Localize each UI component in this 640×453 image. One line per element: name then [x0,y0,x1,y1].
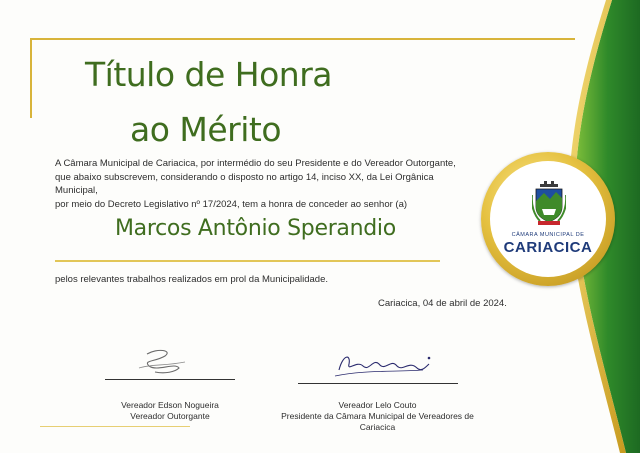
coat-of-arms-icon [532,181,566,227]
chamber-emblem [481,152,615,286]
signature-1-line [105,379,235,380]
honoree-underline [55,260,440,262]
frame-left-line [30,38,32,118]
frame-top-line [30,38,575,40]
certificate-body [55,157,475,211]
body-line-3: por meio do Decreto Legislativo nº 17/2024, tem a honra de conceder ao senhor (a) [55,198,408,210]
honoree-name: Marcos Antônio Sperandio [115,216,396,241]
signature-1-scribble [135,348,190,378]
emblem-inner [490,161,606,277]
signature-2-caption [270,400,485,433]
signer-1-role: Vereador Outorgante [130,411,210,421]
certificate-title-line2: ao Mérito [130,110,282,149]
honor-reason: pelos relevantes trabalhos realizados em prol da Municipalidade. [55,274,329,285]
signer-2-role-cont: Cariacica [359,422,396,432]
signature-2-scribble [333,350,433,382]
emblem-big-text: CARIACICA [503,239,593,256]
place-date: Cariacica, 04 de abril de 2024. [378,298,507,309]
body-line-1: A Câmara Municipal de Cariacica, por intermédio do seu Presidente e do Vereador Outorgante, [55,158,456,169]
signer-2-name: Vereador Lelo Couto [338,400,417,410]
certificate-title-line1: Título de Honra [85,55,332,94]
signature-1-caption [95,400,245,422]
frame-bottom-line [40,426,190,427]
signature-2-line [298,383,458,384]
emblem-small-text: CÂMARA MUNICIPAL DE [511,232,585,238]
signer-1-name: Vereador Edson Nogueira [121,400,219,410]
signer-2-role: Presidente da Câmara Municipal de Vereadores de [281,411,474,421]
body-line-2: que abaixo subscrevem, considerando o disposto no artigo 14, inciso XX, da Lei Orgânica Municipal, [55,171,434,196]
